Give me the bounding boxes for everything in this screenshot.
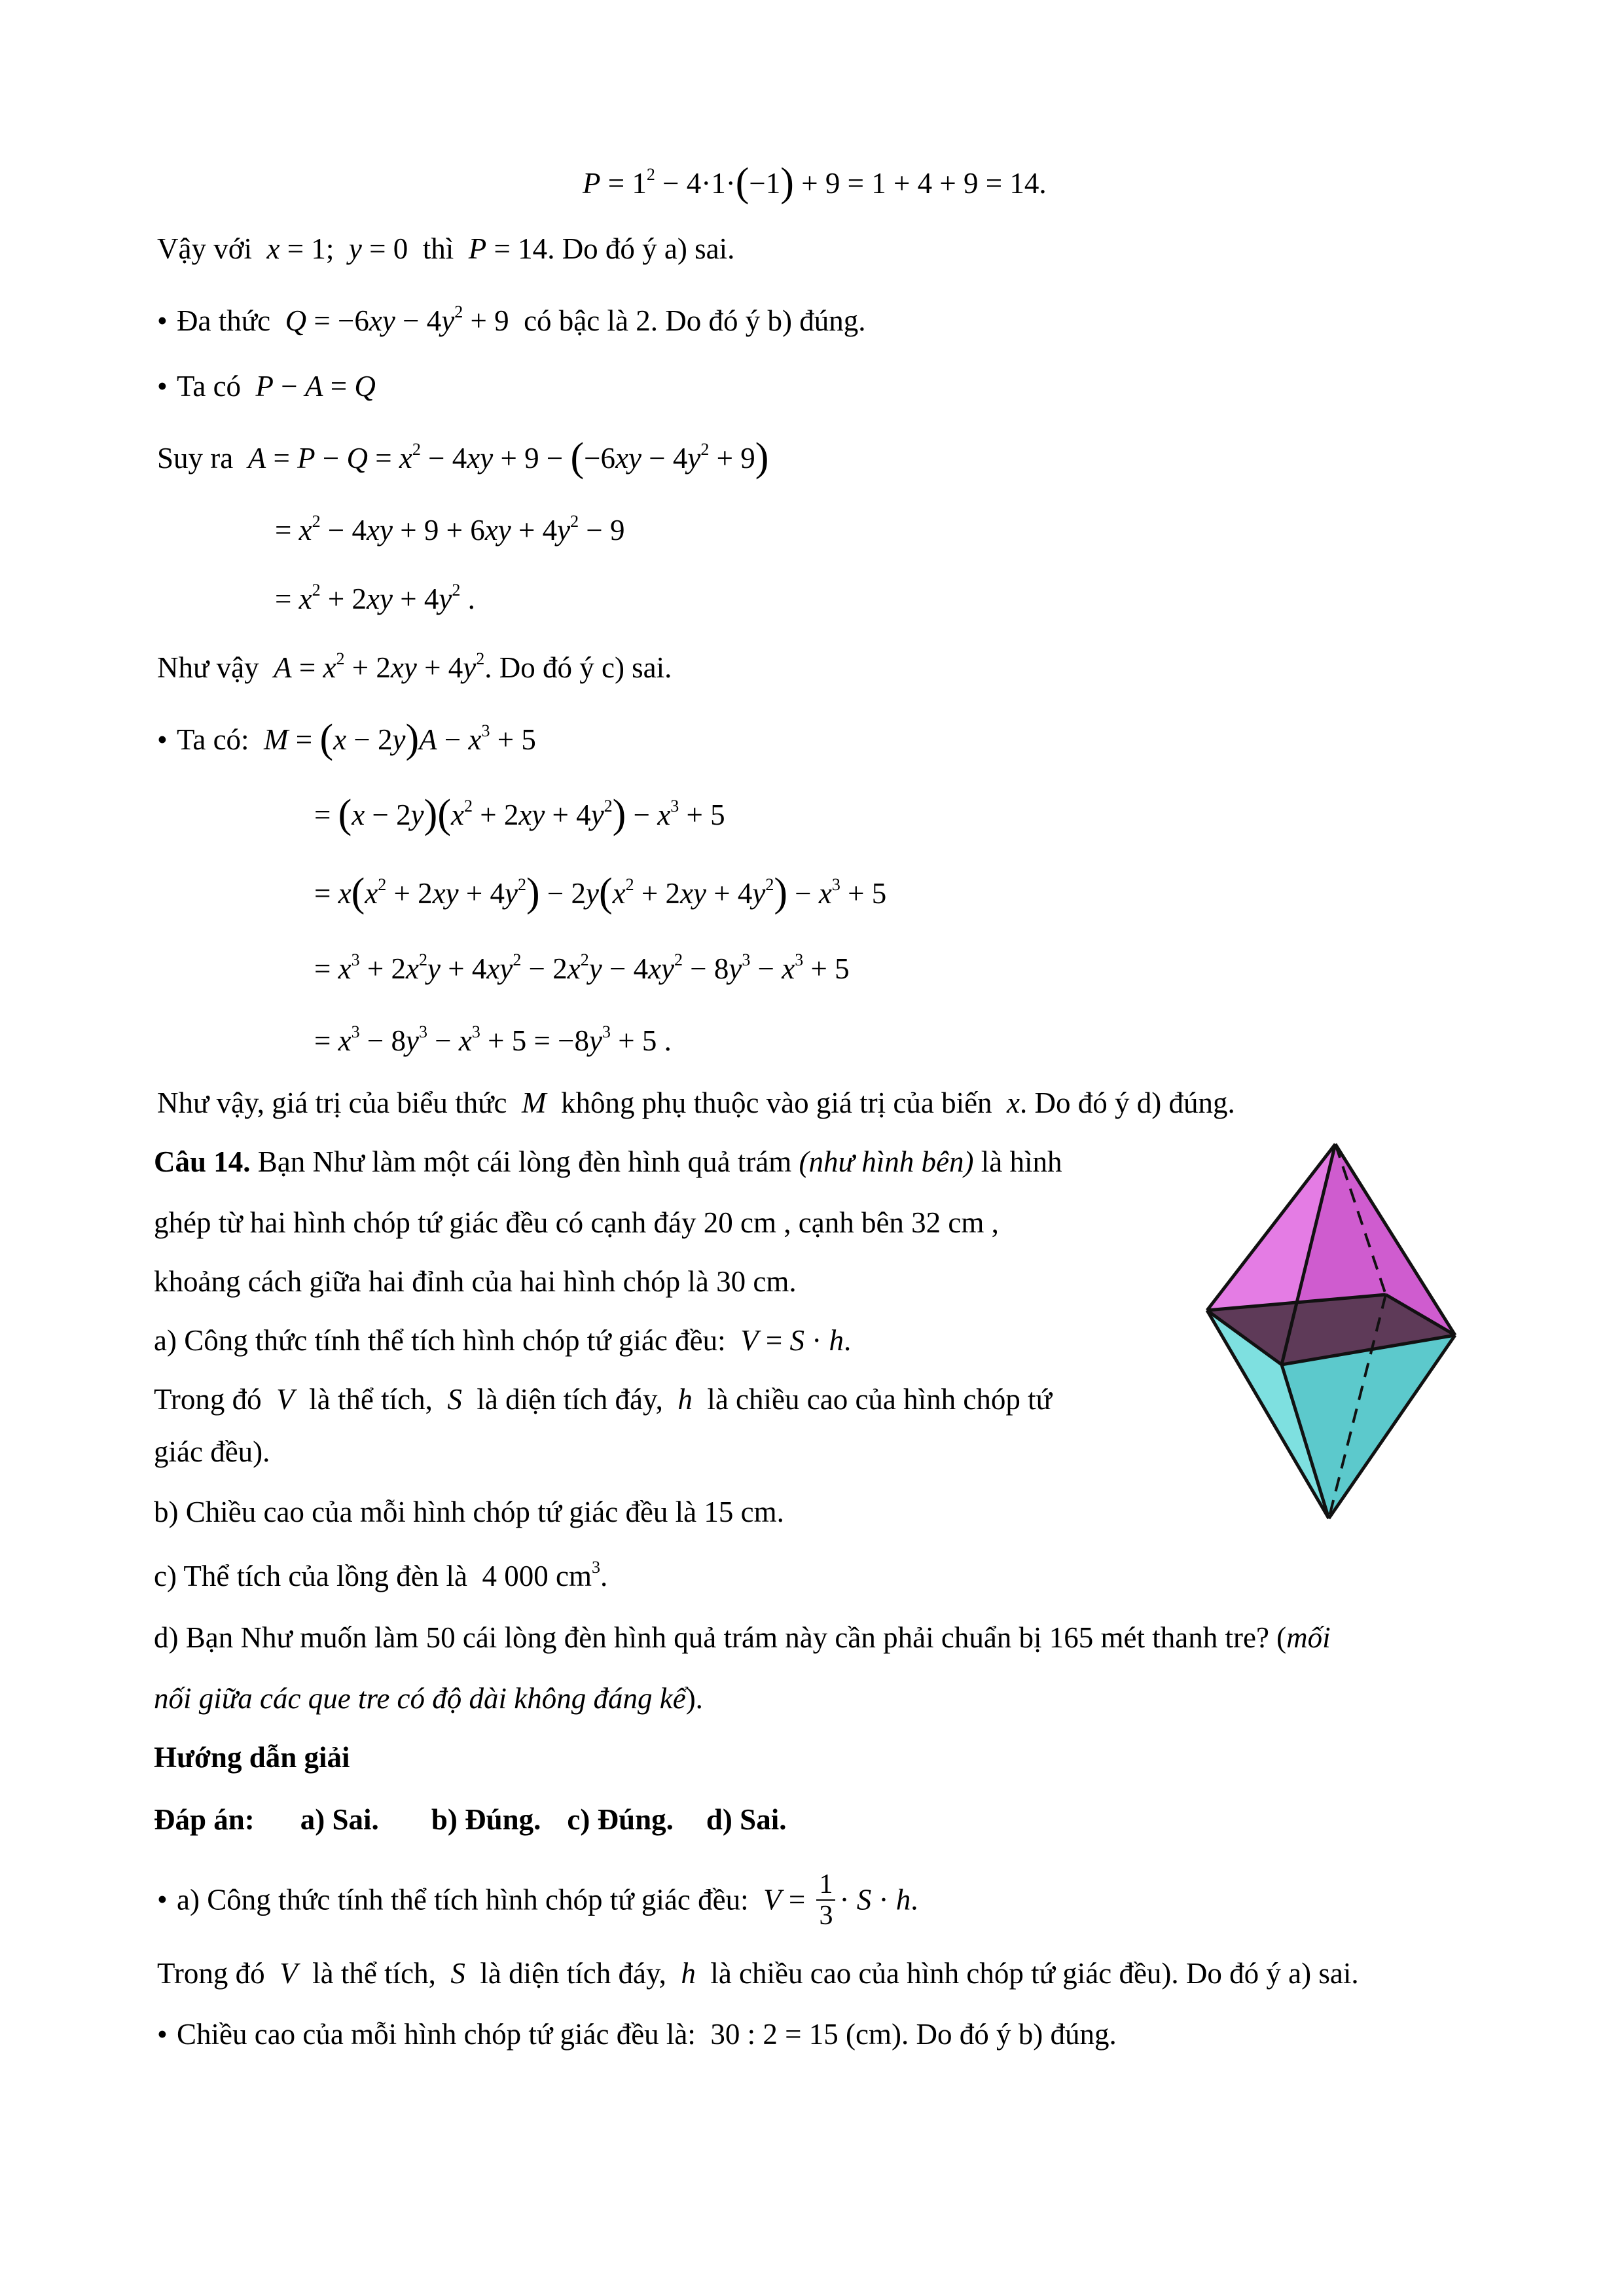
derive-a-step3: = $x^2 + 2xy + 4y^2$ .: [275, 581, 475, 615]
statement-b: b) Chiều cao của mỗi hình chóp tứ giác đều là 15 cm.: [154, 1496, 784, 1528]
expand-m-step1: = $(x - 2y)(x^2 + 2xy + 4y^2) - x^3 + 5$: [314, 792, 725, 836]
question-14-line3: khoảng cách giữa hai đỉnh của hai hình chóp là 30 cm.: [154, 1265, 797, 1298]
conclusion-d: Như vậy, giá trị của biểu thức M không phụ thuộc vào giá trị của biến x. Do đó ý d) đúng.: [157, 1086, 1235, 1119]
equation-p-value: $P = 1^2 - 4\cdot 1\cdot(-1) + 9 = 1 + 4 + 9 = 14$.: [583, 160, 1047, 205]
solution-heading: Hướng dẫn giải: [154, 1741, 350, 1774]
expand-m-step2: = $x(x^2 + 2xy + 4y^2) - 2y(x^2 + 2xy + 4y^2) - x^3 + 5$: [314, 870, 887, 915]
polynomial-q-degree: • Đa thức $Q = -6xy - 4y^2 + 9$ có bậc là 2. Do đó ý b) đúng.: [157, 302, 866, 337]
expression-m: • Ta có: $M = (x - 2y)A - x^3 + 5$: [157, 717, 536, 761]
derive-a-step1: Suy ra $A = P - Q = x^2 - 4xy + 9 - (-6xy - 4y^2 + 9)$: [157, 435, 769, 480]
answer-key: Đáp án: a) Sai. b) Đúng. c) Đúng. d) Sai.: [154, 1803, 787, 1836]
statement-d-line1: d) Bạn Như muốn làm 50 cái lòng đèn hình quả trám này cần phải chuẩn bị 165 mét thanh tre? (mối: [154, 1621, 1331, 1654]
statement-a-def2: giác đều).: [154, 1435, 270, 1468]
question-14-line1: Câu 14. Bạn Như làm một cái lòng đèn hình quả trám (như hình bên) là hình: [154, 1145, 1062, 1178]
conclusion-c: Như vậy $A = x^2 + 2xy + 4y^2$. Do đó ý c) sai.: [157, 649, 672, 684]
statement-a: a) Công thức tính thể tích hình chóp tứ giác đều: V = S · h.: [154, 1324, 852, 1357]
lantern-bipyramid-figure: [1198, 1139, 1460, 1532]
derive-a-step2: = $x^2 - 4xy + 9 + 6xy + 4y^2 - 9$: [275, 512, 625, 547]
expand-m-step3: = $x^3 + 2x^2y + 4xy^2 - 2x^2y - 4xy^2 - 8y^3 - x^3 + 5$: [314, 950, 850, 985]
expand-m-step4: = $x^3 - 8y^3 - x^3 + 5 = -8y^3 + 5$ .: [314, 1022, 672, 1057]
statement-d-line2: nối giữa các que tre có độ dài không đáng kể).: [154, 1682, 703, 1715]
relation-p-a-q: • Ta có P − A = Q: [157, 370, 376, 403]
question-14-line2: ghép từ hai hình chóp tứ giác đều có cạnh đáy 20 cm , cạnh bên 32 cm ,: [154, 1206, 999, 1239]
statement-c: c) Thể tích của lồng đèn là 4 000 $cm^3$.: [154, 1558, 608, 1592]
solution-a-formula: • a) Công thức tính thể tích hình chóp tứ giác đều: V = $\frac{1}{3}$ · S · h.: [157, 1869, 918, 1931]
conclusion-a: Vậy với x = 1; y = 0 thì P = 14. Do đó ý a) sai.: [157, 232, 735, 265]
statement-a-def1: Trong đó V là thể tích, S là diện tích đáy, h là chiều cao của hình chóp tứ: [154, 1383, 1053, 1416]
solution-a-def: Trong đó V là thể tích, S là diện tích đáy, h là chiều cao của hình chóp tứ giác đều). Do đó ý a) sai.: [157, 1957, 1359, 1990]
solution-b: • Chiều cao của mỗi hình chóp tứ giác đều là: 30 : 2 = 15 (cm). Do đó ý b) đúng.: [157, 2018, 1117, 2051]
bottom-right-face: [1282, 1335, 1455, 1518]
